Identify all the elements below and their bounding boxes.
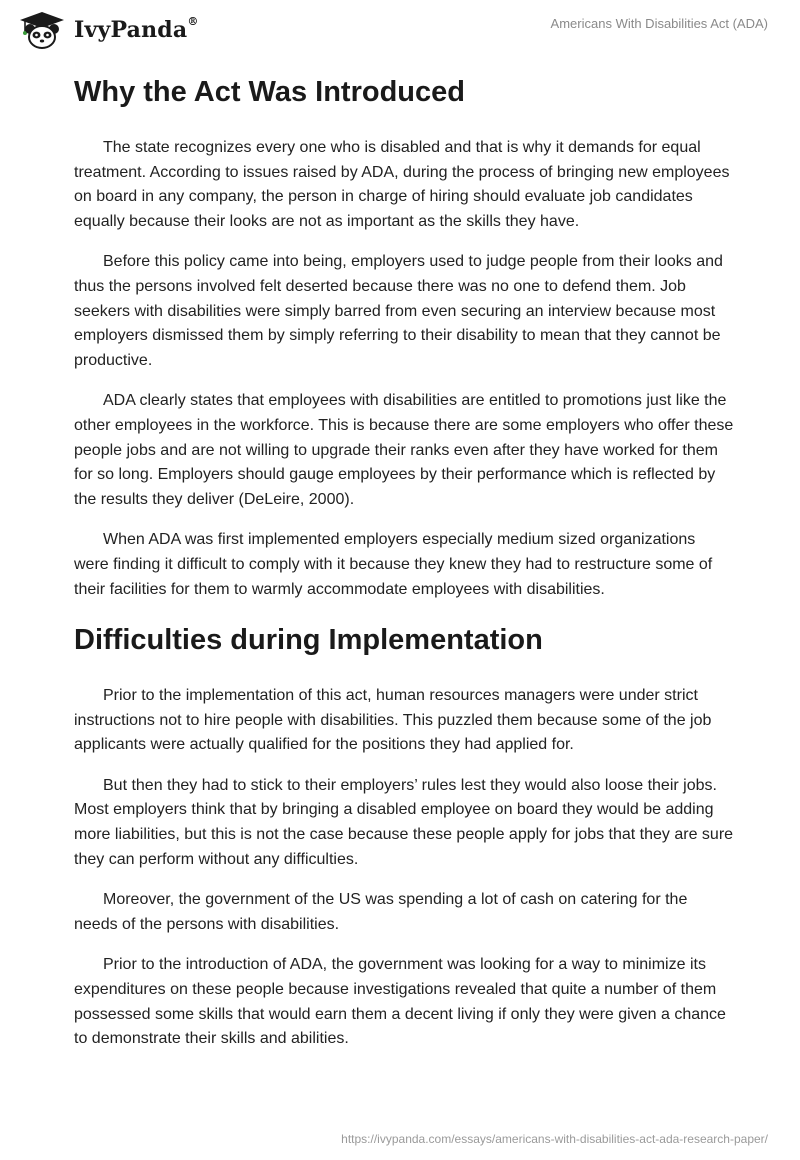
paragraph: Moreover, the government of the US was spending a lot of cash on catering for the needs of the persons with disabilities. (74, 891, 688, 933)
paragraph: The state recognizes every one who is disabled and that is why it demands for equal treatment. According to issues raised by ADA, during the process of bringing new employees on board in any company, the person in charge of hiring should evaluate job candidates equally because their looks are not as important as the skills they have. (74, 139, 730, 230)
section-heading: Why the Act Was Introduced (74, 76, 465, 108)
source-url[interactable]: https://ivypanda.com/essays/americans-with-disabilities-act-ada-research-paper/ (341, 1132, 768, 1146)
paragraph: Prior to the implementation of this act, human resources managers were under strict instructions not to hire people with disabilities. This puzzled them because some of the job applicants were actually qualified for the positions they had applied for. (74, 687, 712, 754)
paragraph: ADA clearly states that employees with disabilities are entitled to promotions just like the other employees in the workforce. This is because there are some employers who offer these people jobs and are not willing to upgrade their ranks even after they have worked for them for so long. Employers should gauge employees by their performance which is reflected by the results they deliver (DeLeire, 2000). (74, 392, 734, 508)
paragraph: But then they had to stick to their employers’ rules lest they would also loose their jobs. Most employers think that by bringing a disabled employee on board they would be adding more liabilities, but this is not the case because these people apply for jobs that they are sure they can perform without any difficulties. (74, 776, 734, 868)
panda-graduate-icon (16, 10, 68, 50)
paragraph: Prior to the introduction of ADA, the government was looking for a way to minimize its expenditures on these people because investigations revealed that quite a number of them possessed some skills that would earn them a decent living if only they were given a chance to demonstrate their skills and abilities. (74, 956, 726, 1048)
paragraph: When ADA was first implemented employers especially medium sized organizations were finding it difficult to comply with it because they knew they had to restructure some of their facilities for them to warmly accommodate employees with disabilities. (74, 531, 713, 598)
essay-content (74, 70, 734, 1068)
paragraph: Before this policy came into being, employers used to judge people from their looks and thus the persons involved felt deserted because there was no one to defend them. Job seekers with disabilities were simply barred from even securing an interview because most employers dismissed them by simply referring to their disability to mean that they cannot be productive. (74, 253, 723, 369)
logo-wordmark: IvyPanda® (74, 15, 199, 43)
ivypanda-logo[interactable] (16, 10, 199, 50)
section-heading: Difficulties during Implementation (74, 624, 543, 657)
document-title: Americans With Disabilities Act (ADA) (550, 16, 768, 31)
